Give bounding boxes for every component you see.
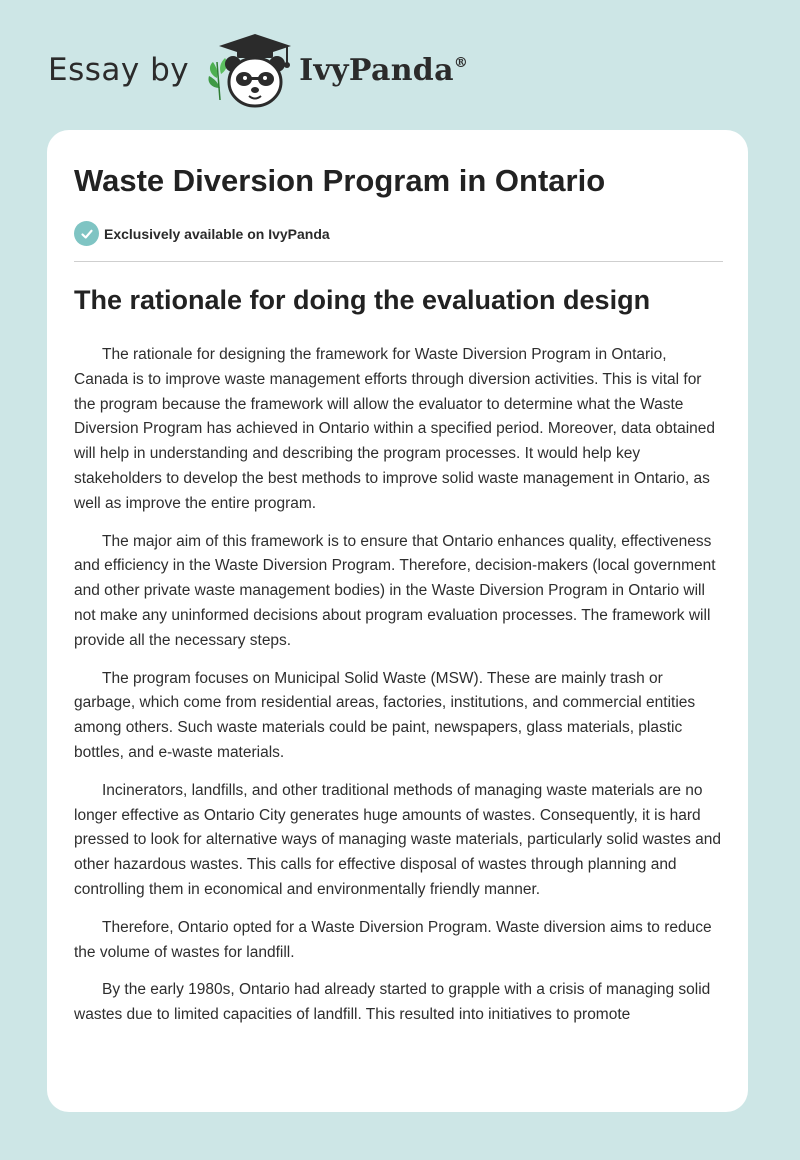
leaf-icon bbox=[209, 58, 228, 100]
page-title: Waste Diversion Program in Ontario bbox=[74, 163, 606, 198]
site-header bbox=[48, 30, 468, 110]
paragraph: By the early 1980s, Ontario had already started to grapple with a crisis of managing solid wastes due to limited capacities of landfill. This resulted into initiatives to promote bbox=[74, 981, 711, 1024]
check-icon bbox=[74, 221, 99, 246]
exclusive-badge bbox=[74, 221, 330, 246]
paragraph: The rationale for designing the framework for Waste Diversion Program in Ontario, Canada is to improve waste management efforts through diversion activities. This is vital for the program because the framework will allow the evaluator to determine what the Waste Diversion Program has achieved in Ontario within a specified period. Moreover, data obtained will help in understanding and describing the program processes. It would help key stakeholders to develop the best methods to improve solid waste management in Ontario, as well as improve the entire program. bbox=[74, 346, 716, 512]
essay-card bbox=[47, 130, 748, 1112]
paragraph: The program focuses on Municipal Solid Waste (MSW). These are mainly trash or garbage, which come from residential areas, factories, institutions, and commercial entities among others. Such waste materials could be paint, newspapers, glass materials, plastic bottles, and e-waste materials. bbox=[74, 669, 696, 761]
divider bbox=[74, 261, 723, 262]
paragraph: The major aim of this framework is to ensure that Ontario enhances quality, effectiveness and efficiency in the Waste Diversion Program. Therefore, decision-makers (local government and other private waste management bodies) in the Waste Diversion Program in Ontario will not make any uninformed decisions about program evaluation processes. The framework will provide all the necessary steps. bbox=[74, 532, 716, 649]
essay-by-label: Essay by bbox=[48, 52, 190, 88]
exclusive-label: Exclusively available on IvyPanda bbox=[104, 225, 330, 242]
paragraph: Incinerators, landfills, and other traditional methods of managing waste materials are no longer effective as Ontario City generates huge amounts of wastes. Consequently, it is hard pressed to look for alternative ways of managing waste materials, particularly solid wastes and other hazardous wastes. This calls for effective disposal of wastes through planning and controlling them in economical and environmentally friendly manner. bbox=[74, 781, 722, 898]
ivypanda-wordmark[interactable]: IvyPanda® bbox=[299, 52, 469, 88]
panda-logo-icon[interactable] bbox=[203, 30, 295, 110]
paragraph: Therefore, Ontario opted for a Waste Diversion Program. Waste diversion aims to reduce the volume of wastes for landfill. bbox=[74, 918, 712, 961]
section-heading: The rationale for doing the evaluation design bbox=[74, 285, 651, 315]
essay-body bbox=[74, 343, 724, 1041]
